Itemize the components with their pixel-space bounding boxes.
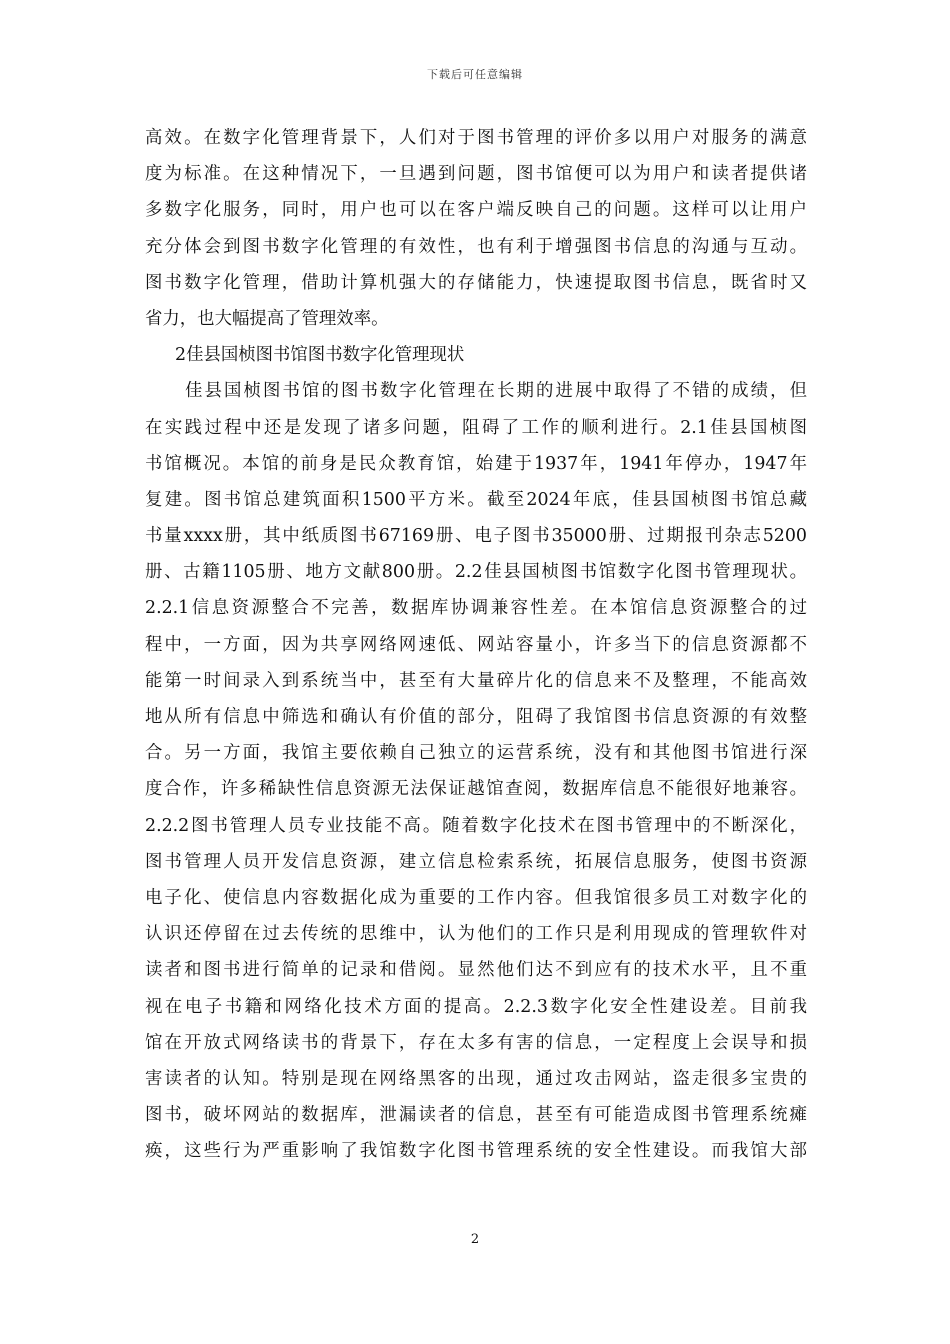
body-line: 程中，一方面，因为共享网络网速低、网站容量小，许多当下的信息资源都不 <box>145 634 807 655</box>
body-line: 高效。在数字化管理背景下，人们对于图书管理的评价多以用户对服务的满意 <box>145 128 807 148</box>
body-line: 度为标准。在这种情况下，一旦遇到问题，图书馆便可以为用户和读者提供诸 <box>145 164 807 185</box>
body-line: 认识还停留在过去传统的思维中，认为他们的工作只是利用现成的管理软件对 <box>145 924 807 945</box>
body-line: 害读者的认知。特别是现在网络黑客的出现，通过攻击网站，盗走很多宝贵的 <box>145 1068 807 1089</box>
body-line: 馆在开放式网络读书的背景下，存在太多有害的信息，一定程度上会误导和损 <box>145 1032 807 1053</box>
page-header-note: 下载后可任意编辑 <box>427 68 523 81</box>
body-line: 图书，破坏网站的数据库，泄漏读者的信息，甚至有可能造成图书管理系统瘫 <box>145 1105 807 1126</box>
body-line: 书量xxxx册，其中纸质图书67169册、电子图书35000册、过期报刊杂志5200 <box>145 526 807 547</box>
section-heading: 2佳县国桢图书馆图书数字化管理现状 <box>175 345 465 366</box>
body-line: 多数字化服务，同时，用户也可以在客户端反映自己的问题。这样可以让用户 <box>145 200 807 221</box>
body-line: 册、古籍1105册、地方文献800册。2.2佳县国桢图书馆数字化图书管理现状。 <box>145 562 807 583</box>
body-line: 2.2.2图书管理人员专业技能不高。随着数字化技术在图书管理中的不断深化， <box>145 815 807 836</box>
body-line: 合。另一方面，我馆主要依赖自己独立的运营系统，没有和其他图书馆进行深 <box>145 743 807 764</box>
body-line: 佳县国桢图书馆的图书数字化管理在长期的进展中取得了不错的成绩，但 <box>185 381 807 402</box>
body-line: 电子化、使信息内容数据化成为重要的工作内容。但我馆很多员工对数字化的 <box>145 887 807 908</box>
body-line: 充分体会到图书数字化管理的有效性，也有利于增强图书信息的沟通与互动。 <box>145 236 807 257</box>
body-line: 在实践过程中还是发现了诸多问题，阻碍了工作的顺利进行。2.1佳县国桢图 <box>145 417 807 438</box>
page-number: 2 <box>470 1232 480 1247</box>
body-line: 复建。图书馆总建筑面积1500平方米。截至2024年底，佳县国桢图书馆总藏 <box>145 489 807 510</box>
document-body <box>145 127 807 1176</box>
body-line: 书馆概况。本馆的前身是民众教育馆，始建于1937年，1941年停办，1947年 <box>145 453 807 474</box>
body-line: 读者和图书进行简单的记录和借阅。显然他们达不到应有的技术水平，且不重 <box>145 960 807 981</box>
body-line: 度合作，许多稀缺性信息资源无法保证越馆查阅，数据库信息不能很好地兼容。 <box>145 779 807 800</box>
body-line: 图书管理人员开发信息资源，建立信息检索系统，拓展信息服务，使图书资源 <box>145 851 807 872</box>
body-line: 地从所有信息中筛选和确认有价值的部分，阻碍了我馆图书信息资源的有效整 <box>145 707 807 727</box>
body-line: 能第一时间录入到系统当中，甚至有大量碎片化的信息来不及整理，不能高效 <box>145 670 807 691</box>
body-line: 2.2.1信息资源整合不完善，数据库协调兼容性差。在本馆信息资源整合的过 <box>145 598 807 619</box>
body-line: 省力，也大幅提高了管理效率。 <box>145 308 389 329</box>
body-line: 痪，这些行为严重影响了我馆数字化图书管理系统的安全性建设。而我馆大部 <box>145 1141 807 1162</box>
body-line: 视在电子书籍和网络化技术方面的提高。2.2.3数字化安全性建设差。目前我 <box>145 996 807 1017</box>
body-line: 图书数字化管理，借助计算机强大的存储能力，快速提取图书信息，既省时又 <box>145 272 807 293</box>
